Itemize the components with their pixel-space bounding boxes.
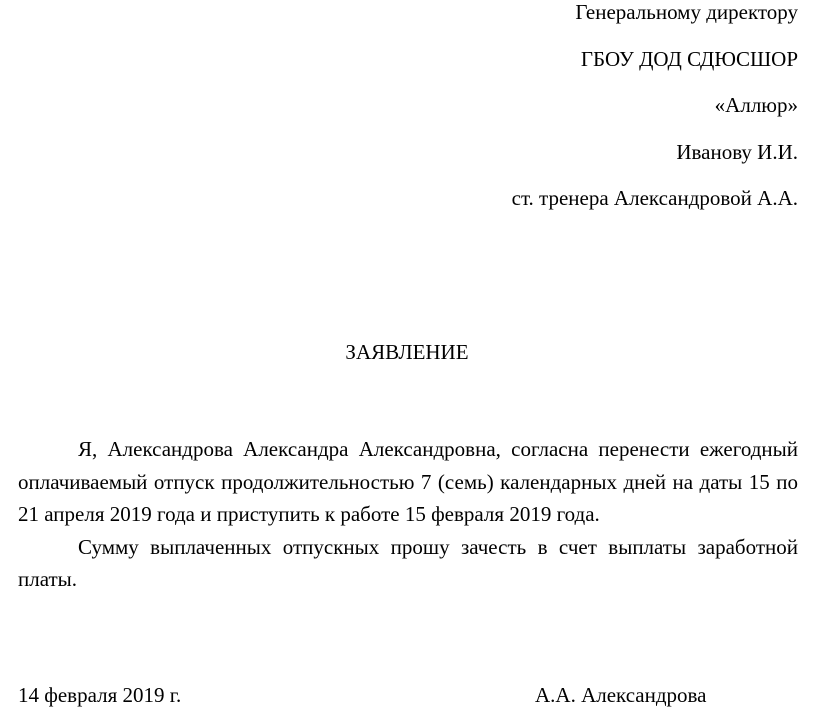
body-paragraph-payment: Сумму выплаченных отпускных прошу зачесть в счет выплаты заработной платы. bbox=[18, 534, 798, 591]
document-title: ЗАЯВЛЕНИЕ bbox=[345, 340, 469, 364]
addressee-organization: ГБОУ ДОД СДЮСШОР bbox=[580, 46, 798, 71]
addressee-block bbox=[512, 0, 798, 233]
signature-name: А.А. Александрова bbox=[535, 683, 707, 707]
document-date: 14 февраля 2019 г. bbox=[18, 683, 182, 707]
body-paragraph-request: Я, Александрова Александра Александровна, согласна перенести ежегодный оплачиваемый отпуск продолжительностью 7 (семь) календарных дней на даты 15 по 21 апреля 2019 года и приступить к работе 15 февраля 2019 года. bbox=[18, 437, 798, 526]
addressee-organization-name: «Аллюр» bbox=[714, 93, 798, 117]
document-body bbox=[18, 433, 798, 596]
sender-line: ст. тренера Александровой А.А. bbox=[511, 186, 798, 210]
addressee-position: Генеральному директору bbox=[575, 0, 798, 24]
addressee-person: Иванову И.И. bbox=[676, 139, 798, 164]
